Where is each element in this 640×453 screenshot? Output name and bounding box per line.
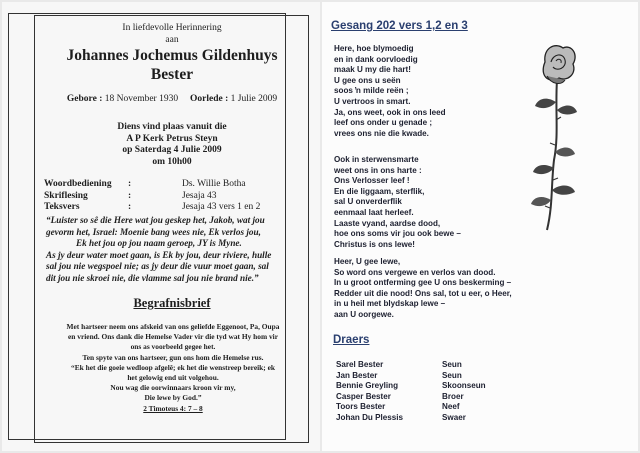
role-label: Woordbediening: [44, 179, 112, 189]
bearer-name: Johan Du Plessis: [336, 412, 404, 422]
stanza-line: Ook in sterwensmarte: [334, 155, 419, 164]
service-line: om 10h00: [152, 156, 192, 167]
died-date: 1 Julie 2009: [230, 94, 278, 104]
bearer-name: Jan Bester: [336, 370, 378, 380]
stanza-line: maak U my die hart!: [334, 65, 411, 75]
service-line: A P Kerk Petrus Steyn: [126, 133, 218, 144]
bearer-row: [336, 402, 516, 413]
bearer-relation: Swaer: [442, 412, 466, 422]
bearer-row: [336, 392, 516, 403]
bearer-row: [336, 360, 516, 371]
stanza-line: So word ons vergewe en verlos van dood.: [334, 267, 496, 277]
brief-line: Die lewe by God.”: [144, 393, 202, 403]
brief-line: Met hartseer neem ons afskeid van ons geliefde Eggenoot, Pa, Oupa: [66, 322, 280, 331]
stanza-line: En die liggaam, sterflik,: [334, 186, 425, 196]
stanza-line: Here, hoe blymoedig: [334, 44, 414, 53]
bearer-relation: Seun: [442, 370, 462, 380]
service-details: [38, 122, 306, 168]
stanza-line: U gee ons u seën: [334, 75, 401, 85]
role-row: [44, 202, 304, 214]
deceased-name: [38, 46, 306, 84]
brief-line: ons as voorbeeld gegee het.: [130, 342, 216, 352]
rose-icon: [525, 40, 585, 235]
stanza-line: leef ons onder u genade ;: [334, 118, 433, 128]
stanza-line: In u groot ontferming gee U ons beskerming –: [334, 278, 512, 288]
stanza-line: aan U oorgewe.: [334, 309, 394, 319]
stanza-line: Ja, ons weet, ook in ons leed: [334, 107, 446, 117]
bearers-list: [336, 360, 516, 424]
role-colon: :: [128, 179, 132, 189]
stanza-line: hoe ons soms vir jou ook bewe –: [334, 229, 461, 239]
life-dates: [38, 94, 306, 104]
stanza-line: U vertroos in smart.: [334, 96, 411, 106]
bearer-relation: Broer: [442, 391, 464, 401]
brief-line: en vriend. Ons dank die Hemelse Vader vir die tyd wat Hy hom vir: [68, 332, 278, 342]
service-line: Diens vind plaas vanuit die: [117, 122, 227, 132]
brief-line: Ten spyte van ons hartseer, gun ons hom die Hemelse rus.: [82, 352, 264, 362]
role-value: Jesaja 43: [182, 190, 217, 201]
aan-line: aan: [165, 35, 179, 45]
bearer-row: [336, 371, 516, 382]
role-label: Teksvers: [44, 202, 80, 212]
verse-line: sal jou nie wegspoel nie; as jy deur die vuur moet gaan, sal: [46, 261, 269, 272]
brief-heading: Begrafnisbrief: [133, 296, 211, 310]
in-memory-line: In liefdevolle Herinnering: [122, 23, 222, 33]
born-date: 18 November 1930: [104, 94, 179, 104]
stanza-line: Laaste vyand, aardse dood,: [334, 218, 441, 228]
service-line: op Saterdag 4 Julie 2009: [122, 145, 222, 155]
verse-line: Ek het jou op jou naam geroep, JY is Myne.: [76, 238, 242, 249]
service-roles: [44, 179, 304, 214]
brief-line: het gelowig end uit volgehou.: [127, 373, 219, 383]
bearers-title: Draers: [333, 334, 370, 346]
bearer-row: [336, 413, 516, 424]
scripture-verse: [46, 215, 308, 285]
hymn-stanza-3: [334, 257, 554, 321]
role-row: [44, 191, 304, 203]
hymn-title: Gesang 202 vers 1,2 en 3: [331, 20, 468, 32]
stanza-line: Heer, U gee lewe,: [334, 257, 401, 266]
bearer-name: Sarel Bester: [336, 360, 384, 369]
stanza-line: eenmaal laat herleef.: [334, 207, 414, 217]
stanza-line: en in dank oorvloedig: [334, 54, 418, 64]
stanza-line: Redder uit die nood! Ons sal, tot u eer, o Heer,: [334, 288, 512, 298]
brief-line: Nou wag die oorwinnaars kroon vir my,: [110, 383, 236, 393]
stanza-line: vrees ons nie die kwade.: [334, 128, 429, 138]
stanza-line: in u heil met blydskap lewe –: [334, 299, 446, 309]
bearer-relation: Skoonseun: [442, 381, 486, 391]
memorial-header: [38, 22, 306, 46]
bearer-name: Bennie Greyling: [336, 381, 399, 391]
brief-line: “Ek het die goeie wedloop afgelê; ek het die wenstreep bereik; ek: [71, 362, 275, 372]
stanza-line: weet ons in ons harte :: [334, 165, 422, 175]
role-colon: :: [128, 190, 132, 201]
role-value: Jesaja 43 vers 1 en 2: [182, 202, 261, 212]
stanza-line: soos ŉ milde reën ;: [334, 86, 409, 96]
verse-line: As jy deur water moet gaan, is Ek by jou, deur riviere, hulle: [46, 249, 272, 260]
stanza-line: sal U onverderflik: [334, 197, 402, 207]
role-value: Ds. Willie Botha: [182, 179, 246, 189]
brief-reference: 2 Timoteus 4: 7 – 8: [143, 403, 203, 413]
stanza-line: Ons Verlosser leef !: [334, 176, 410, 186]
stanza-line: Christus is ons lewe!: [334, 239, 415, 249]
verse-line: gevorm het, Israel: Moenie bang wees nie, Ek verlos jou,: [46, 226, 261, 237]
verse-line: dit jou nie skroei nie, die vlamme sal jou nie brand nie.”: [46, 272, 259, 283]
born-label: Gebore :: [66, 94, 103, 104]
role-colon: :: [128, 202, 132, 212]
role-label: Skriflesing: [44, 190, 88, 201]
bearer-name: Toors Bester: [336, 402, 386, 412]
verse-line: “Luister so sê die Here wat jou geskep het, Jakob, wat jou: [46, 215, 265, 225]
name-line-1: Johannes Jochemus Gildenhuys: [66, 47, 278, 64]
bearer-row: [336, 381, 516, 392]
funeral-letter: [40, 322, 306, 414]
name-line-2: Bester: [150, 66, 194, 83]
bearer-relation: Seun: [442, 360, 462, 369]
role-row: [44, 179, 304, 191]
bearer-name: Casper Bester: [336, 391, 391, 401]
died-label: Oorlede :: [189, 94, 229, 104]
bearer-relation: Neef: [442, 402, 460, 412]
